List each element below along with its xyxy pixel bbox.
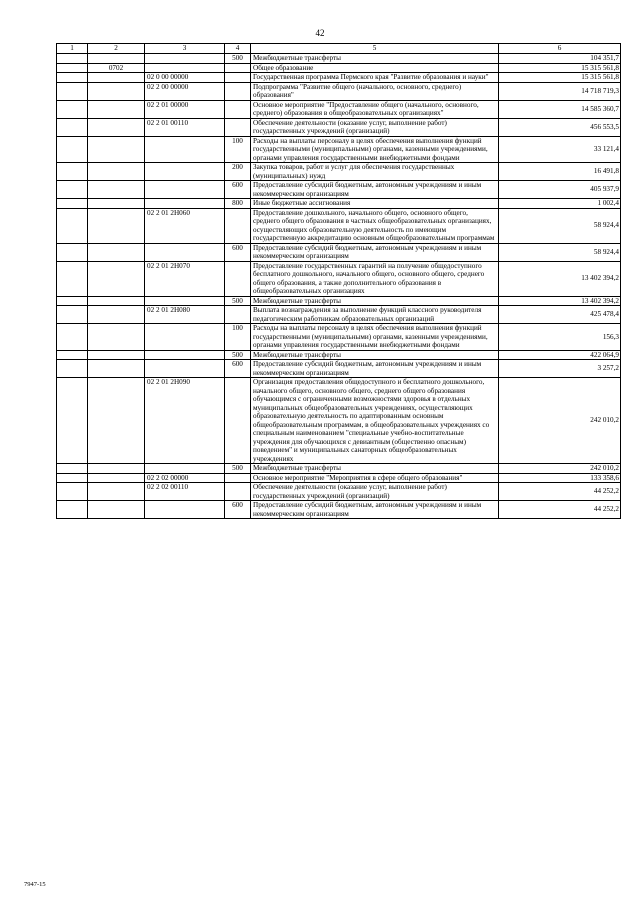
- cell-amount: 14 718 719,3: [499, 82, 621, 100]
- cell-amount: 44 252,2: [499, 483, 621, 501]
- cell-section-code: [57, 473, 88, 483]
- cell-target-article-code: 02 2 02 00110: [145, 483, 225, 501]
- cell-subsection-code: [88, 306, 145, 324]
- cell-amount: 15 315 561,8: [499, 63, 621, 73]
- cell-target-article-code: [145, 243, 225, 261]
- cell-amount: 242 010,2: [499, 464, 621, 474]
- cell-subsection-code: [88, 82, 145, 100]
- cell-description: Предоставление субсидий бюджетным, автономным учреждениям и иным некоммерческим организациям: [251, 360, 499, 378]
- cell-expense-type-code: 600: [225, 243, 251, 261]
- cell-description: Предоставление субсидий бюджетным, автономным учреждениям и иным некоммерческим организациям: [251, 181, 499, 199]
- cell-description: Государственная программа Пермского края "Развитие образования и науки": [251, 73, 499, 83]
- table-row: [57, 243, 621, 261]
- cell-target-article-code: [145, 136, 225, 163]
- cell-expense-type-code: [225, 473, 251, 483]
- table-row: [57, 118, 621, 136]
- cell-amount: 14 585 360,7: [499, 100, 621, 118]
- cell-subsection-code: [88, 100, 145, 118]
- table-row: [57, 296, 621, 306]
- cell-description: Общее образование: [251, 63, 499, 73]
- cell-description: Предоставление дошкольного, начального общего, основного общего, среднего общего образования в частных общеобразовательных организациях, осуществляющих образовательную деятельность по имеющим государственную аккредитацию основным общеобразовательным программам: [251, 208, 499, 243]
- cell-subsection-code: [88, 296, 145, 306]
- cell-expense-type-code: [225, 306, 251, 324]
- cell-section-code: [57, 378, 88, 464]
- cell-target-article-code: [145, 181, 225, 199]
- cell-expense-type-code: [225, 63, 251, 73]
- table-row: [57, 350, 621, 360]
- table-row: [57, 100, 621, 118]
- cell-expense-type-code: 100: [225, 136, 251, 163]
- cell-subsection-code: [88, 261, 145, 296]
- cell-amount: 16 491,8: [499, 163, 621, 181]
- cell-expense-type-code: [225, 483, 251, 501]
- cell-subsection-code: [88, 360, 145, 378]
- cell-target-article-code: 02 2 01 2Н070: [145, 261, 225, 296]
- table-row: [57, 464, 621, 474]
- col-header-2: 2: [88, 44, 145, 54]
- table-row: [57, 63, 621, 73]
- budget-table: [56, 43, 621, 519]
- cell-section-code: [57, 63, 88, 73]
- cell-expense-type-code: [225, 261, 251, 296]
- cell-description: Обеспечение деятельности (оказание услуг, выполнение работ) государственных учреждений (организаций): [251, 483, 499, 501]
- cell-subsection-code: [88, 163, 145, 181]
- cell-section-code: [57, 163, 88, 181]
- cell-target-article-code: 02 2 01 2Н090: [145, 378, 225, 464]
- cell-target-article-code: 02 2 01 2Н060: [145, 208, 225, 243]
- cell-section-code: [57, 360, 88, 378]
- cell-description: Расходы на выплаты персоналу в целях обеспечения выполнения функций государственными (муниципальными) органами, казенными учреждениями, органами управления государственными внебюджетными фондами: [251, 136, 499, 163]
- cell-amount: 13 402 394,2: [499, 261, 621, 296]
- cell-section-code: [57, 100, 88, 118]
- col-header-5: 5: [251, 44, 499, 54]
- cell-subsection-code: [88, 473, 145, 483]
- cell-section-code: [57, 82, 88, 100]
- cell-target-article-code: 02 2 01 2Н080: [145, 306, 225, 324]
- cell-subsection-code: [88, 208, 145, 243]
- cell-target-article-code: 02 2 02 00000: [145, 473, 225, 483]
- cell-description: Выплата вознаграждения за выполнение функций классного руководителя педагогическим работникам образовательных организаций: [251, 306, 499, 324]
- cell-description: Организация предоставления общедоступного и бесплатного дошкольного, начального общего, основного общего, среднего общего образования обучающимся с ограниченными возможностями здоровья в отдельных муниципальных общеобразовательных учреждениях, осуществляющих образовательную деятельность по адаптированным основным общеобразовательным программам, в общеобразовательных учреждениях со специальным наименованием "специальные учебно-воспитательные учреждения для обучающихся с девиантным (общественно опасным) поведением" и муниципальных санаторных общеобразовательных учреждениях: [251, 378, 499, 464]
- cell-description: Иные бюджетные ассигнования: [251, 199, 499, 209]
- cell-target-article-code: [145, 63, 225, 73]
- cell-amount: 1 002,4: [499, 199, 621, 209]
- cell-target-article-code: [145, 296, 225, 306]
- cell-expense-type-code: 200: [225, 163, 251, 181]
- cell-section-code: [57, 73, 88, 83]
- cell-description: Обеспечение деятельности (оказание услуг, выполнение работ) государственных учреждений (организаций): [251, 118, 499, 136]
- cell-section-code: [57, 501, 88, 519]
- cell-expense-type-code: [225, 378, 251, 464]
- cell-description: Основное мероприятие "Предоставление общего (начального, основного, среднего) образования в общеобразовательных организациях": [251, 100, 499, 118]
- cell-description: Межбюджетные трансферты: [251, 464, 499, 474]
- cell-expense-type-code: 800: [225, 199, 251, 209]
- cell-subsection-code: [88, 73, 145, 83]
- col-header-4: 4: [225, 44, 251, 54]
- cell-description: Межбюджетные трансферты: [251, 296, 499, 306]
- cell-amount: 3 257,2: [499, 360, 621, 378]
- cell-expense-type-code: 600: [225, 501, 251, 519]
- header-row: [57, 44, 621, 54]
- cell-target-article-code: [145, 350, 225, 360]
- table-row: [57, 54, 621, 64]
- cell-amount: 13 402 394,2: [499, 296, 621, 306]
- cell-expense-type-code: 500: [225, 54, 251, 64]
- page-number: 42: [315, 28, 325, 38]
- table-row: [57, 136, 621, 163]
- cell-section-code: [57, 136, 88, 163]
- table-row: [57, 261, 621, 296]
- cell-section-code: [57, 54, 88, 64]
- cell-subsection-code: [88, 483, 145, 501]
- table-row: [57, 501, 621, 519]
- cell-expense-type-code: [225, 118, 251, 136]
- cell-target-article-code: [145, 501, 225, 519]
- cell-section-code: [57, 306, 88, 324]
- table-row: [57, 324, 621, 351]
- cell-subsection-code: [88, 501, 145, 519]
- cell-expense-type-code: [225, 82, 251, 100]
- cell-section-code: [57, 296, 88, 306]
- cell-target-article-code: 02 0 00 00000: [145, 73, 225, 83]
- table-row: [57, 483, 621, 501]
- cell-target-article-code: 02 2 00 00000: [145, 82, 225, 100]
- cell-target-article-code: [145, 54, 225, 64]
- cell-subsection-code: [88, 324, 145, 351]
- table-row: [57, 360, 621, 378]
- cell-section-code: [57, 243, 88, 261]
- cell-section-code: [57, 350, 88, 360]
- cell-target-article-code: [145, 199, 225, 209]
- cell-section-code: [57, 483, 88, 501]
- cell-amount: 58 924,4: [499, 208, 621, 243]
- col-header-1: 1: [57, 44, 88, 54]
- cell-description: Расходы на выплаты персоналу в целях обеспечения выполнения функций государственными (муниципальными) органами, казенными учреждениями, органами управления государственными внебюджетными фондами: [251, 324, 499, 351]
- cell-amount: 15 315 561,8: [499, 73, 621, 83]
- cell-subsection-code: [88, 136, 145, 163]
- cell-expense-type-code: [225, 100, 251, 118]
- cell-target-article-code: [145, 324, 225, 351]
- cell-description: Предоставление государственных гарантий на получение общедоступного бесплатного дошкольного, начального общего, основного общего, среднего общего образования, а также дополнительного образования в общеобразовательных организациях: [251, 261, 499, 296]
- cell-description: Межбюджетные трансферты: [251, 54, 499, 64]
- cell-target-article-code: 02 2 01 00110: [145, 118, 225, 136]
- table-row: [57, 73, 621, 83]
- cell-amount: 156,3: [499, 324, 621, 351]
- cell-amount: 104 351,7: [499, 54, 621, 64]
- cell-description: Межбюджетные трансферты: [251, 350, 499, 360]
- cell-subsection-code: [88, 118, 145, 136]
- cell-section-code: [57, 324, 88, 351]
- cell-section-code: [57, 208, 88, 243]
- cell-expense-type-code: 600: [225, 360, 251, 378]
- cell-amount: 405 937,9: [499, 181, 621, 199]
- table-row: [57, 306, 621, 324]
- cell-description: Подпрограмма "Развитие общего (начального, основного, среднего) образования": [251, 82, 499, 100]
- document-code: 7947-15: [24, 881, 46, 888]
- cell-description: Предоставление субсидий бюджетным, автономным учреждениям и иным некоммерческим организациям: [251, 243, 499, 261]
- cell-amount: 33 121,4: [499, 136, 621, 163]
- cell-subsection-code: 0702: [88, 63, 145, 73]
- cell-amount: 58 924,4: [499, 243, 621, 261]
- table-row: [57, 181, 621, 199]
- table-row: [57, 473, 621, 483]
- cell-amount: 133 358,6: [499, 473, 621, 483]
- cell-section-code: [57, 181, 88, 199]
- cell-section-code: [57, 118, 88, 136]
- cell-expense-type-code: [225, 73, 251, 83]
- cell-amount: 456 553,5: [499, 118, 621, 136]
- cell-subsection-code: [88, 199, 145, 209]
- table-row: [57, 199, 621, 209]
- col-header-3: 3: [145, 44, 225, 54]
- cell-subsection-code: [88, 181, 145, 199]
- cell-expense-type-code: 600: [225, 181, 251, 199]
- cell-subsection-code: [88, 54, 145, 64]
- cell-description: Основное мероприятие "Мероприятия в сфере общего образования": [251, 473, 499, 483]
- cell-target-article-code: 02 2 01 00000: [145, 100, 225, 118]
- cell-amount: 425 478,4: [499, 306, 621, 324]
- cell-section-code: [57, 199, 88, 209]
- table-row: [57, 208, 621, 243]
- cell-section-code: [57, 464, 88, 474]
- cell-target-article-code: [145, 464, 225, 474]
- cell-expense-type-code: [225, 208, 251, 243]
- col-header-6: 6: [499, 44, 621, 54]
- cell-target-article-code: [145, 163, 225, 181]
- cell-expense-type-code: 500: [225, 464, 251, 474]
- cell-amount: 44 252,2: [499, 501, 621, 519]
- cell-subsection-code: [88, 243, 145, 261]
- cell-expense-type-code: 500: [225, 350, 251, 360]
- cell-target-article-code: [145, 360, 225, 378]
- cell-description: Предоставление субсидий бюджетным, автономным учреждениям и иным некоммерческим организациям: [251, 501, 499, 519]
- cell-amount: 242 010,2: [499, 378, 621, 464]
- cell-subsection-code: [88, 378, 145, 464]
- cell-description: Закупка товаров, работ и услуг для обеспечения государственных (муниципальных) нужд: [251, 163, 499, 181]
- table-row: [57, 82, 621, 100]
- cell-amount: 422 064,9: [499, 350, 621, 360]
- table-row: [57, 163, 621, 181]
- cell-section-code: [57, 261, 88, 296]
- cell-expense-type-code: 500: [225, 296, 251, 306]
- cell-subsection-code: [88, 464, 145, 474]
- cell-expense-type-code: 100: [225, 324, 251, 351]
- cell-subsection-code: [88, 350, 145, 360]
- table-row: [57, 378, 621, 464]
